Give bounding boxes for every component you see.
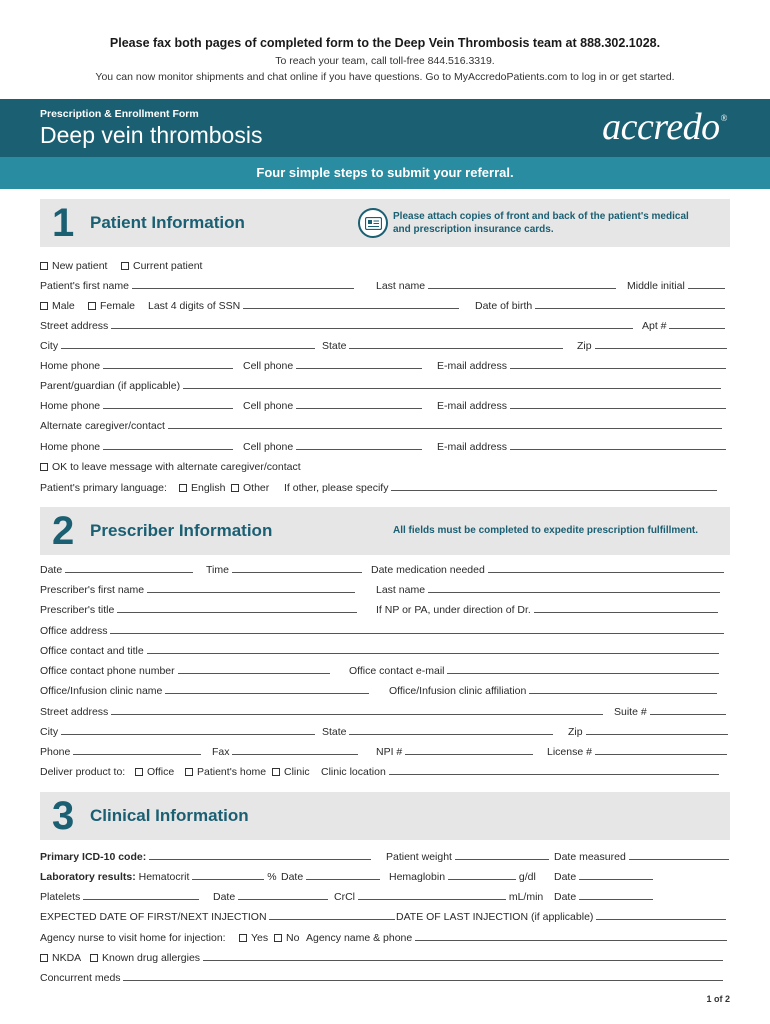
guardian-home-phone-label: Home phone bbox=[40, 400, 101, 412]
known-allergies-option[interactable] bbox=[90, 952, 723, 964]
hemoglobin-field[interactable] bbox=[448, 871, 516, 880]
middle-initial-label: Middle initial bbox=[627, 280, 685, 292]
ok-message-option[interactable] bbox=[40, 461, 301, 473]
page-number: 1 of 2 bbox=[706, 994, 730, 1004]
prescriber-title-label: Prescriber's title bbox=[40, 604, 115, 616]
office-contact-label: Office contact and title bbox=[40, 645, 144, 657]
alt-home-phone-label: Home phone bbox=[40, 441, 101, 453]
current-patient-checkbox[interactable] bbox=[121, 262, 129, 270]
if-other-label: If other, please specify bbox=[284, 482, 389, 494]
prescriber-fax-label: Fax bbox=[212, 746, 230, 758]
ssn-field[interactable] bbox=[243, 300, 459, 309]
crcl-unit: mL/min bbox=[508, 891, 544, 903]
new-patient-option[interactable] bbox=[40, 260, 107, 272]
deliver-home-checkbox[interactable] bbox=[185, 768, 193, 776]
crcl-field[interactable] bbox=[358, 891, 506, 900]
patient-first-name-label: Patient's first name bbox=[40, 280, 129, 292]
form-title: Deep vein thrombosis bbox=[40, 122, 263, 148]
hematocrit-unit: % bbox=[267, 871, 277, 883]
platelets-field[interactable] bbox=[83, 891, 199, 900]
office-email-label: Office contact e-mail bbox=[349, 665, 445, 677]
lab-results-label: Laboratory results: bbox=[40, 871, 136, 883]
patient-first-name-field[interactable] bbox=[132, 280, 354, 289]
female-label: Female bbox=[100, 300, 136, 312]
patient-street-field[interactable] bbox=[111, 320, 633, 329]
prescriber-last-name-field[interactable] bbox=[428, 584, 720, 593]
npi-label: NPI # bbox=[376, 746, 403, 758]
prescriber-first-name-field[interactable] bbox=[147, 584, 355, 593]
email-field[interactable] bbox=[510, 360, 726, 369]
male-checkbox[interactable] bbox=[40, 302, 48, 310]
nkda-label: NKDA bbox=[52, 952, 82, 964]
alt-contact-field[interactable] bbox=[168, 420, 722, 429]
nkda-option[interactable] bbox=[40, 952, 81, 964]
last-injection-field[interactable] bbox=[596, 911, 726, 920]
other-label: Other bbox=[243, 482, 270, 494]
middle-initial-field[interactable] bbox=[688, 280, 725, 289]
clinic-location-label: Clinic location bbox=[321, 766, 386, 778]
current-patient-option[interactable] bbox=[121, 260, 202, 272]
steps-text: Four simple steps to submit your referral. bbox=[256, 165, 514, 180]
fax-instruction: Please fax both pages of completed form to the Deep Vein Thrombosis team at 888.302.1028. bbox=[109, 36, 661, 50]
guardian-email-field[interactable] bbox=[510, 400, 726, 409]
time-label: Time bbox=[206, 564, 229, 576]
team-phone-line: To reach your team, call toll-free 844.516.3319. bbox=[275, 55, 495, 67]
section-2-note: All fields must be completed to expedite prescription fulfillment. bbox=[393, 525, 699, 536]
np-pa-label: If NP or PA, under direction of Dr. bbox=[376, 604, 531, 616]
deliver-office-option[interactable] bbox=[135, 766, 174, 778]
hemoglobin-label: Hemaglobin bbox=[389, 871, 446, 883]
platelets-date-field[interactable] bbox=[238, 891, 328, 900]
section-2-header bbox=[40, 507, 730, 555]
email-label: E-mail address bbox=[437, 360, 508, 372]
prescriber-street-label: Street address bbox=[40, 706, 109, 718]
office-address-field[interactable] bbox=[110, 625, 724, 634]
agency-yes-checkbox[interactable] bbox=[239, 934, 247, 942]
guardian-cell-phone-field[interactable] bbox=[296, 400, 422, 409]
hematocrit-date-label: Date bbox=[281, 871, 304, 883]
patient-zip-field[interactable] bbox=[595, 340, 727, 349]
section-1-header bbox=[40, 199, 730, 247]
if-other-field[interactable] bbox=[391, 482, 717, 491]
prescriber-first-name-label: Prescriber's first name bbox=[40, 584, 145, 596]
np-pa-field[interactable] bbox=[534, 604, 718, 613]
hematocrit-date-field[interactable] bbox=[306, 871, 380, 880]
prescriber-city-field[interactable] bbox=[61, 726, 315, 735]
prescriber-title-field[interactable] bbox=[117, 604, 357, 613]
concurrent-meds-label: Concurrent meds bbox=[40, 972, 121, 984]
crcl-date-field[interactable] bbox=[579, 891, 653, 900]
female-checkbox[interactable] bbox=[88, 302, 96, 310]
guardian-cell-phone-label: Cell phone bbox=[243, 400, 294, 412]
section-3-number: 3 bbox=[52, 794, 75, 838]
clinic-name-field[interactable] bbox=[165, 685, 369, 694]
alt-cell-phone-label: Cell phone bbox=[243, 441, 294, 453]
section-2-number: 2 bbox=[52, 509, 75, 553]
platelets-label: Platelets bbox=[40, 891, 81, 903]
new-patient-label: New patient bbox=[52, 260, 108, 272]
apt-label: Apt # bbox=[642, 320, 667, 332]
other-checkbox[interactable] bbox=[231, 484, 239, 492]
prescriber-state-field[interactable] bbox=[349, 726, 553, 735]
crcl-date-label: Date bbox=[554, 891, 577, 903]
section-1-note-line-1: Please attach copies of front and back of the patient's medical bbox=[393, 211, 689, 222]
deliver-office-label: Office bbox=[147, 766, 175, 778]
english-label: English bbox=[191, 482, 226, 494]
prescriber-fax-field[interactable] bbox=[232, 746, 358, 755]
top-notes bbox=[0, 36, 770, 83]
suite-field[interactable] bbox=[650, 706, 726, 715]
expected-injection-field[interactable] bbox=[269, 911, 395, 920]
english-option[interactable] bbox=[179, 482, 225, 494]
insurance-card-icon bbox=[358, 208, 388, 238]
patient-zip-label: Zip bbox=[577, 340, 592, 352]
date-measured-field[interactable] bbox=[629, 851, 729, 860]
prescriber-city-label: City bbox=[40, 726, 59, 738]
known-allergies-field[interactable] bbox=[203, 952, 723, 961]
hemoglobin-date-field[interactable] bbox=[579, 871, 653, 880]
patient-state-label: State bbox=[322, 340, 347, 352]
dob-field[interactable] bbox=[535, 300, 725, 309]
known-allergies-label: Known drug allergies bbox=[102, 952, 201, 964]
current-patient-label: Current patient bbox=[133, 260, 203, 272]
apt-field[interactable] bbox=[669, 320, 725, 329]
hemoglobin-unit: g/dl bbox=[518, 871, 536, 883]
agency-name-label: Agency name & phone bbox=[306, 932, 413, 944]
brand-name: accredo bbox=[602, 106, 720, 148]
office-contact-field[interactable] bbox=[147, 645, 719, 654]
crcl-label: CrCl bbox=[334, 891, 355, 903]
concurrent-meds-field[interactable] bbox=[123, 972, 723, 981]
prescriber-last-name-label: Last name bbox=[376, 584, 426, 596]
deliver-label: Deliver product to: bbox=[40, 766, 126, 778]
weight-field[interactable] bbox=[455, 851, 549, 860]
cell-phone-field[interactable] bbox=[296, 360, 422, 369]
english-checkbox[interactable] bbox=[179, 484, 187, 492]
guardian-home-phone-field[interactable] bbox=[103, 400, 233, 409]
cell-phone-label: Cell phone bbox=[243, 360, 294, 372]
accredo-logo bbox=[602, 105, 726, 149]
prescriber-street-field[interactable] bbox=[111, 706, 603, 715]
hematocrit-field[interactable] bbox=[192, 871, 264, 880]
alt-email-field[interactable] bbox=[510, 441, 726, 450]
patient-state-field[interactable] bbox=[349, 340, 563, 349]
suite-label: Suite # bbox=[614, 706, 647, 718]
female-option[interactable] bbox=[88, 300, 135, 312]
patient-city-label: City bbox=[40, 340, 59, 352]
deliver-office-checkbox[interactable] bbox=[135, 768, 143, 776]
male-option[interactable] bbox=[40, 300, 75, 312]
other-option[interactable] bbox=[231, 482, 269, 494]
alt-home-phone-field[interactable] bbox=[103, 441, 233, 450]
office-email-field[interactable] bbox=[447, 665, 719, 674]
patient-last-name-label: Last name bbox=[376, 280, 426, 292]
hemoglobin-date-label: Date bbox=[554, 871, 577, 883]
deliver-clinic-checkbox[interactable] bbox=[272, 768, 280, 776]
alt-cell-phone-field[interactable] bbox=[296, 441, 422, 450]
patient-street-label: Street address bbox=[40, 320, 109, 332]
prescriber-zip-label: Zip bbox=[568, 726, 583, 738]
monitor-line: You can now monitor shipments and chat online if you have questions. Go to MyAccredoPatients.com to log in or get started. bbox=[95, 71, 675, 83]
date-label: Date bbox=[40, 564, 63, 576]
section-1-number: 1 bbox=[52, 201, 75, 245]
date-measured-label: Date measured bbox=[554, 851, 626, 863]
deliver-home-label: Patient's home bbox=[197, 766, 267, 778]
form-banner bbox=[0, 99, 770, 157]
icd-label: Primary ICD-10 code: bbox=[40, 851, 147, 863]
license-field[interactable] bbox=[595, 746, 727, 755]
agency-name-field[interactable] bbox=[415, 932, 727, 941]
prescriber-phone-label: Phone bbox=[40, 746, 71, 758]
agency-no-checkbox[interactable] bbox=[274, 934, 282, 942]
prescriber-zip-field[interactable] bbox=[586, 726, 728, 735]
time-field[interactable] bbox=[232, 564, 362, 573]
ok-message-label: OK to leave message with alternate caregiver/contact bbox=[52, 461, 301, 473]
steps-bar bbox=[0, 157, 770, 189]
guardian-label: Parent/guardian (if applicable) bbox=[40, 380, 181, 392]
office-phone-field[interactable] bbox=[178, 665, 330, 674]
deliver-clinic-option[interactable] bbox=[272, 766, 310, 778]
form-subtitle: Prescription & Enrollment Form bbox=[40, 108, 199, 120]
icd-field[interactable] bbox=[149, 851, 371, 860]
date-needed-field[interactable] bbox=[488, 564, 724, 573]
clinic-affiliation-label: Office/Infusion clinic affiliation bbox=[389, 685, 527, 697]
alt-email-label: E-mail address bbox=[437, 441, 508, 453]
section-1-note bbox=[393, 210, 689, 236]
registered-mark: ® bbox=[720, 113, 727, 124]
agency-no-label: No bbox=[286, 932, 300, 944]
deliver-clinic-label: Clinic bbox=[284, 766, 310, 778]
alt-contact-label: Alternate caregiver/contact bbox=[40, 420, 165, 432]
last-injection-label: DATE OF LAST INJECTION (if applicable) bbox=[396, 911, 594, 923]
agency-no-option[interactable] bbox=[274, 932, 299, 944]
dob-label: Date of birth bbox=[475, 300, 533, 312]
new-patient-checkbox[interactable] bbox=[40, 262, 48, 270]
clinic-affiliation-field[interactable] bbox=[529, 685, 717, 694]
prescriber-phone-field[interactable] bbox=[73, 746, 201, 755]
npi-field[interactable] bbox=[405, 746, 533, 755]
clinic-name-label: Office/Infusion clinic name bbox=[40, 685, 163, 697]
section-1-note-line-2: and prescription insurance cards. bbox=[393, 224, 554, 235]
deliver-home-option[interactable] bbox=[185, 766, 266, 778]
office-phone-label: Office contact phone number bbox=[40, 665, 175, 677]
patient-city-field[interactable] bbox=[61, 340, 315, 349]
expected-injection-label: EXPECTED DATE OF FIRST/NEXT INJECTION bbox=[40, 911, 267, 923]
patient-last-name-field[interactable] bbox=[428, 280, 616, 289]
license-label: License # bbox=[547, 746, 592, 758]
home-phone-field[interactable] bbox=[103, 360, 233, 369]
nkda-checkbox[interactable] bbox=[40, 954, 48, 962]
ok-message-checkbox[interactable] bbox=[40, 463, 48, 471]
guardian-field[interactable] bbox=[183, 380, 721, 389]
section-2-title: Prescriber Information bbox=[90, 521, 273, 540]
language-label: Patient's primary language: bbox=[40, 482, 167, 494]
office-address-label: Office address bbox=[40, 625, 108, 637]
agency-nurse-label: Agency nurse to visit home for injection: bbox=[40, 932, 226, 944]
agency-yes-label: Yes bbox=[251, 932, 269, 944]
section-1-title: Patient Information bbox=[90, 213, 245, 232]
clinic-location-field[interactable] bbox=[389, 766, 719, 775]
date-field[interactable] bbox=[65, 564, 193, 573]
weight-label: Patient weight bbox=[386, 851, 452, 863]
platelets-date-label: Date bbox=[213, 891, 236, 903]
prescriber-state-label: State bbox=[322, 726, 347, 738]
agency-yes-option[interactable] bbox=[239, 932, 268, 944]
home-phone-label: Home phone bbox=[40, 360, 101, 372]
hematocrit-label: Hematocrit bbox=[138, 871, 190, 883]
section-3-title: Clinical Information bbox=[90, 806, 249, 825]
date-needed-label: Date medication needed bbox=[371, 564, 485, 576]
section-3-header bbox=[40, 792, 730, 840]
guardian-email-label: E-mail address bbox=[437, 400, 508, 412]
ssn-label: Last 4 digits of SSN bbox=[148, 300, 241, 312]
known-allergies-checkbox[interactable] bbox=[90, 954, 98, 962]
male-label: Male bbox=[52, 300, 75, 312]
